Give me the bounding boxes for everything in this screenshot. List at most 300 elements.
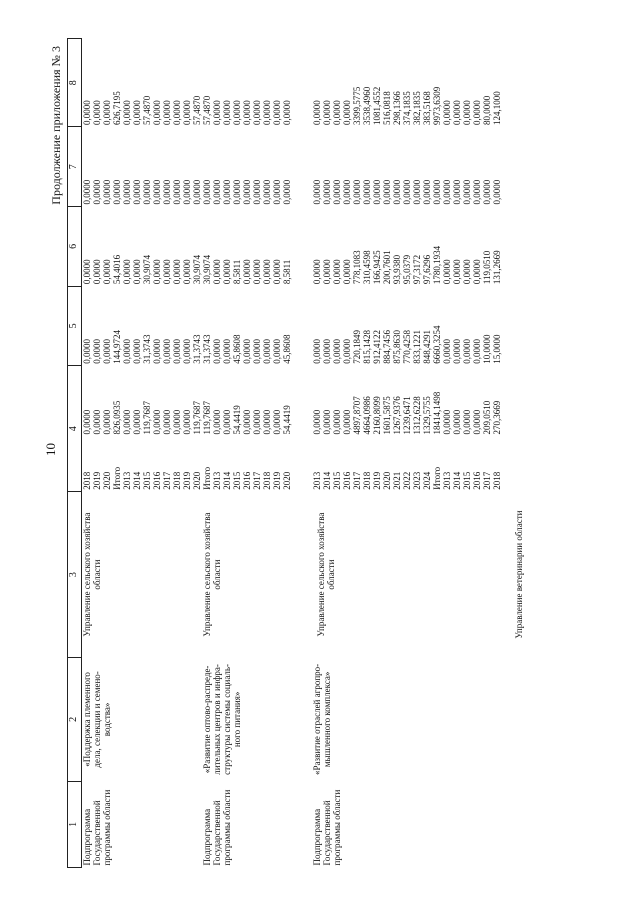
col4-values-line: 270,3669 [492,400,502,435]
col5-values [82,286,203,366]
col8-values-line: 0,0000 [262,100,272,125]
col5-values-line: 0,0000 [252,338,262,364]
col5-values-line: 45,8608 [282,334,292,364]
col6-values-line: 200,7601 [382,250,392,285]
col7-values-line: 0,0000 [422,179,432,205]
col4-values-line: 0,0000 [452,409,462,435]
col7-values-line: 0,0000 [492,179,502,205]
col7-values-line: 0,0000 [442,179,452,205]
executor-cell [82,492,203,658]
col4-values-line: 0,0000 [332,409,342,435]
col4-values-line: 0,0000 [252,409,262,435]
col7-values-line: 0,0000 [462,179,472,205]
program-label-line: Государственной [322,800,332,866]
col4-values-line: 0,0000 [342,409,352,435]
col8-values-line: 374,1835 [402,91,412,125]
col5-values-line: 31,3743 [202,334,212,364]
col7-values [202,127,312,207]
col5-values-line: 884,7456 [382,329,392,364]
year-cell-line: 2015 [232,471,242,490]
col7-values-line: 0,0000 [382,179,392,205]
subprogram-name-line: «Поддержка племенного [82,672,92,767]
col7-values-line: 0,0000 [202,179,212,205]
year-cell-line: 2015 [462,471,472,490]
col5-values-line: 0,0000 [442,338,452,364]
col6-values-line: 0,0000 [242,259,252,285]
year-cell-line: 2018 [82,471,92,490]
col5-values-line: 15,0000 [492,334,502,364]
col7-values-line: 0,0000 [112,179,122,205]
col4-values-line: 119,7687 [202,401,212,435]
col5-values-line: 10,0000 [482,334,492,364]
col5-values-line: 720,1849 [352,329,362,364]
table-row [82,39,203,868]
col7-values-line: 0,0000 [82,179,92,205]
executor-cell [312,492,566,658]
executor-line: Управление ветеринарии области [514,510,524,639]
col6-values-line: 0,0000 [342,259,352,285]
col4-values-line: 0,0000 [162,409,172,435]
executor-name [316,494,336,656]
year-cell-line: 2014 [322,471,332,490]
col6-values-line: 0,0000 [462,259,472,285]
col7-values-line: 0,0000 [92,179,102,205]
col-header-6: 6 [68,207,82,287]
col8-values-line: 0,0000 [232,100,242,125]
col7-values-line: 0,0000 [482,179,492,205]
col4-values [82,366,203,437]
col6-values [82,207,203,287]
col8-values-line: 516,0818 [382,91,392,125]
program-label-line: программы области [332,789,342,866]
col6-values-line: 0,0000 [272,259,282,285]
col4-values-line: 0,0000 [132,409,142,435]
col7-values-line: 0,0000 [372,179,382,205]
col7-values-line: 0,0000 [242,179,252,205]
executor-line: области [212,559,222,590]
col4-values-line: 0,0000 [322,409,332,435]
col5-values-line: 912,4122 [372,329,382,364]
col8-values-line: 3399,5775 [352,86,362,125]
col4-values-line: 2160,8099 [372,396,382,435]
col-header-4: 4 [68,366,82,492]
year-cell-line: 2018 [492,471,502,490]
col8-values-line: 382,1835 [412,91,422,125]
col5-values-line: 6660,3254 [432,325,442,364]
table-row [202,39,312,868]
col4-values-line: 0,0000 [102,409,112,435]
year-cell-line: 2014 [452,471,462,490]
year-cell-line: 2016 [342,471,352,490]
col6-values-line: 30,9074 [192,254,202,285]
col4-values-line: 0,0000 [312,409,322,435]
col6-values-line: 0,0000 [332,259,342,285]
col5-values-line: 0,0000 [242,338,252,364]
col5-values-line: 848,4291 [422,329,432,364]
col4-values-line: 1267,9376 [392,396,402,435]
program-label [202,781,312,867]
col4-values-line: 0,0000 [462,409,472,435]
program-label [82,781,203,867]
col4-values-line: 0,0000 [182,409,192,435]
col8-values-line: 3538,4960 [362,86,372,125]
col8-values-line: 57,4870 [192,95,202,125]
col5-values-line: 815,1428 [362,329,372,364]
col6-values [312,207,566,287]
col4-values-line: 54,4419 [232,405,242,435]
col8-values-line: 0,0000 [272,100,282,125]
col4-values-line: 0,0000 [82,409,92,435]
col5-values-line: 0,0000 [322,338,332,364]
year-cell [312,436,566,491]
col6-values-line: 0,0000 [252,259,262,285]
col4-values [312,366,566,437]
year-cell-line: 2018 [172,471,182,490]
year-cell-line: 2024 [422,471,432,490]
col5-values [202,286,312,366]
col4-values-line: 209,0510 [482,400,492,435]
year-cell-line: 2013 [312,471,322,490]
year-cell-line: 2017 [252,471,262,490]
executor-line: Управление сельского хозяйства [82,512,92,637]
col4-values-line: 54,4419 [282,405,292,435]
col6-values-line: 8,5811 [232,259,242,285]
col5-values-line: 0,0000 [182,338,192,364]
year-cell-line: 2016 [242,471,252,490]
col4-values-line: 826,0935 [112,400,122,435]
col8-values-line: 0,0000 [252,100,262,125]
year-cell-line: 2013 [212,471,222,490]
col5-values-line: 0,0000 [92,338,102,364]
year-cell-line: 2017 [352,471,362,490]
col5-values-line: 0,0000 [82,338,92,364]
year-cell-line: 2020 [102,471,112,490]
year-cell-line: 2020 [282,471,292,490]
col8-values-line: 0,0000 [472,100,482,125]
col5-values-line: 0,0000 [222,338,232,364]
col7-values-line: 0,0000 [272,179,282,205]
col7-values-line: 0,0000 [162,179,172,205]
col8-values-line: 124,1000 [492,91,502,125]
col5-values-line: 875,8630 [392,329,402,364]
col5-values-line: 144,9724 [112,329,122,364]
year-cell-line: 2013 [442,471,452,490]
col-header-3: 3 [68,492,82,658]
col8-values-line: 0,0000 [152,100,162,125]
col7-values [82,127,203,207]
col4-values-line: 0,0000 [242,409,252,435]
subprogram-name-line: водства» [102,702,112,737]
col8-values-line: 0,0000 [92,100,102,125]
table-body [82,39,567,868]
col8-values-line: 9973,6309 [432,86,442,125]
col8-values-line: 0,0000 [172,100,182,125]
col5-values-line: 0,0000 [332,338,342,364]
year-cell-line: 2019 [182,471,192,490]
year-cell-line: 2020 [382,471,392,490]
executor-name [514,494,524,656]
year-cell-line: 2015 [332,471,342,490]
subprogram-name-line: мышленного комплекса» [322,671,332,768]
col7-values-line: 0,0000 [232,179,242,205]
col7-values-line: 0,0000 [472,179,482,205]
col8-values [82,39,203,127]
col5-values-line: 0,0000 [262,338,272,364]
col4-values-line: 119,7687 [142,401,152,435]
col4-values-line: 0,0000 [472,409,482,435]
col8-values-line: 0,0000 [442,100,452,125]
year-cell-line: 2022 [402,471,412,490]
col8-values-line: 1081,4552 [372,86,382,125]
col7-values-line: 0,0000 [152,179,162,205]
year-cell-line: 2014 [222,471,232,490]
col4-values-line: 119,7687 [192,401,202,435]
col7-values-line: 0,0000 [262,179,272,205]
col6-values-line: 97,3172 [412,254,422,285]
col6-values-line: 8,5811 [282,259,292,285]
col4-values-line: 0,0000 [152,409,162,435]
col5-values-line: 0,0000 [452,338,462,364]
col4-values-line: 0,0000 [122,409,132,435]
col6-values-line: 93,9380 [392,254,402,285]
col6-values-line: 310,4598 [362,250,372,285]
col8-values-line: 0,0000 [102,100,112,125]
subprogram-name [202,658,312,782]
col8-values-line: 0,0000 [222,100,232,125]
col7-values-line: 0,0000 [352,179,362,205]
col6-values-line: 0,0000 [152,259,162,285]
col5-values-line: 0,0000 [272,338,282,364]
col8-values-line: 0,0000 [122,100,132,125]
col6-values-line: 0,0000 [172,259,182,285]
col5-values-line: 0,0000 [472,338,482,364]
col8-values-line: 0,0000 [462,100,472,125]
col8-values-line: 0,0000 [452,100,462,125]
col8-values-line: 0,0000 [162,100,172,125]
col5-values-line: 0,0000 [342,338,352,364]
col5-values [312,286,566,366]
col7-values-line: 0,0000 [172,179,182,205]
subprogram-name-line: «Развитие отраслей агропро- [312,663,322,775]
col6-values-line: 0,0000 [442,259,452,285]
col8-values-line: 0,0000 [332,100,342,125]
col4-values-line: 1239,6471 [402,396,412,435]
col6-values-line: 95,0379 [402,254,412,285]
col7-values-line: 0,0000 [402,179,412,205]
subprogram-name-line: «Развитие оптово-распреде- [202,665,212,774]
year-cell-line: Итого [112,466,122,490]
col8-values-line: 0,0000 [312,100,322,125]
col-header-2: 2 [68,658,82,782]
year-cell-line: 2013 [122,471,132,490]
col5-values-line: 31,3743 [142,334,152,364]
col6-values-line: 0,0000 [102,259,112,285]
year-cell-line: 2016 [472,471,482,490]
col8-values-line: 298,1366 [392,91,402,125]
executor-name [202,494,222,656]
col6-values-line: 0,0000 [122,259,132,285]
col5-values-line: 0,0000 [132,338,142,364]
col7-values-line: 0,0000 [392,179,402,205]
col6-values-line: 97,6296 [422,254,432,285]
col4-values-line: 1329,5755 [422,396,432,435]
col4-values-line: 0,0000 [262,409,272,435]
col8-values-line: 57,4870 [202,95,212,125]
col6-values-line: 778,1083 [352,250,362,285]
year-cell-line: 2018 [262,471,272,490]
col6-values-line: 0,0000 [222,259,232,285]
col8-values-line: 0,0000 [242,100,252,125]
col7-values-line: 0,0000 [362,179,372,205]
col7-values-line: 0,0000 [142,179,152,205]
col-header-7: 7 [68,127,82,207]
col4-values-line: 4664,0986 [362,396,372,435]
col-header-1: 1 [68,781,82,867]
year-cell-line: 2015 [142,471,152,490]
col6-values-line: 0,0000 [312,259,322,285]
page-number: 10 [43,443,58,456]
year-cell-line: 2019 [372,471,382,490]
executor-line: Управление сельского хозяйства [316,512,326,637]
col6-values [202,207,312,287]
col4-values-line: 0,0000 [92,409,102,435]
year-cell-line: 2018 [362,471,372,490]
col6-values-line: 54,4016 [112,254,122,285]
table-row [312,39,566,868]
year-cell-line: 2023 [412,471,422,490]
col5-values-line: 31,3743 [192,334,202,364]
program-label-line: Подпрограмма [202,808,212,866]
col8-values-line: 0,0000 [82,100,92,125]
col4-values-line: 1312,6228 [412,396,422,435]
year-cell [82,436,203,491]
subprogram-name-line: дела, селекции и семено- [92,671,102,768]
year-cell-line: 2019 [92,471,102,490]
subprogram-name-line: структуры системы социаль- [222,664,232,775]
col6-values-line: 30,9074 [142,254,152,285]
col8-values-line: 0,0000 [212,100,222,125]
program-label-line: Государственной [212,800,222,866]
col7-values-line: 0,0000 [192,179,202,205]
year-cell-line: 2017 [162,471,172,490]
subprogram-name [312,658,566,782]
col6-values-line: 30,9074 [202,254,212,285]
col6-values-line: 0,0000 [472,259,482,285]
col6-values-line: 0,0000 [132,259,142,285]
program-label-line: Подпрограмма [312,808,322,866]
year-cell-line: Итого [202,466,212,490]
col5-values-line: 833,1221 [412,329,422,364]
col7-values-line: 0,0000 [452,179,462,205]
col6-values-line: 131,2669 [492,250,502,285]
col7-values-line: 0,0000 [122,179,132,205]
col7-values-line: 0,0000 [182,179,192,205]
col-header-5: 5 [68,286,82,366]
year-cell-line: 2017 [482,471,492,490]
year-cell-line: 2020 [192,471,202,490]
col-header-8: 8 [68,39,82,127]
col5-values-line: 0,0000 [152,338,162,364]
col7-values-line: 0,0000 [412,179,422,205]
col8-values [312,39,566,127]
year-cell-line: 2014 [132,471,142,490]
year-cell [202,436,312,491]
col7-values-line: 0,0000 [222,179,232,205]
col4-values-line: 0,0000 [172,409,182,435]
subprogram-name-line: лительных центров и инфра- [212,664,222,775]
col4-values-line: 4897,8707 [352,396,362,435]
col7-values-line: 0,0000 [322,179,332,205]
col5-values-line: 0,0000 [122,338,132,364]
col5-values-line: 0,0000 [312,338,322,364]
col4-values-line: 18414,1498 [432,391,442,435]
col6-values-line: 166,9425 [372,250,382,285]
col7-values-line: 0,0000 [132,179,142,205]
col5-values-line: 770,4258 [402,329,412,364]
col8-values-line: 0,0000 [182,100,192,125]
col8-values-line: 80,0000 [482,95,492,125]
col7-values-line: 0,0000 [282,179,292,205]
col7-values-line: 0,0000 [312,179,322,205]
executor-line: области [92,559,102,590]
col6-values-line: 0,0000 [452,259,462,285]
col7-values-line: 0,0000 [332,179,342,205]
col4-values-line: 0,0000 [222,409,232,435]
col6-values-line: 0,0000 [82,259,92,285]
col7-values-line: 0,0000 [212,179,222,205]
col6-values-line: 0,0000 [92,259,102,285]
col5-values-line: 0,0000 [102,338,112,364]
program-label-line: Государственной [92,800,102,866]
col6-values-line: 0,0000 [212,259,222,285]
executor-line: области [326,559,336,590]
col7-values-line: 0,0000 [252,179,262,205]
col4-values-line: 1601,5875 [382,396,392,435]
program-label-line: программы области [222,789,232,866]
col6-values-line: 0,0000 [182,259,192,285]
col5-values-line: 45,8608 [232,334,242,364]
year-cell-line: 2021 [392,471,402,490]
col4-values-line: 0,0000 [272,409,282,435]
subprogram-name-line: ного питания» [232,691,242,748]
col8-values [202,39,312,127]
program-label [312,781,566,867]
col8-values-line: 383,5168 [422,91,432,125]
program-label-line: Подпрограмма [82,808,92,866]
col6-values-line: 0,0000 [162,259,172,285]
rotated-page [37,38,617,868]
col5-values-line: 0,0000 [162,338,172,364]
executor-line: Управление сельского хозяйства [202,512,212,637]
year-cell-line: 2016 [152,471,162,490]
header-row [68,39,82,868]
col5-values-line: 0,0000 [462,338,472,364]
col5-values-line: 0,0000 [172,338,182,364]
col8-values-line: 57,4870 [142,95,152,125]
executor-cell [202,492,312,658]
col4-values [202,366,312,437]
col6-values-line: 0,0000 [262,259,272,285]
continuation-note: Продолжение приложения № 3 [49,46,63,205]
col8-values-line: 626,7195 [112,91,122,125]
subprogram-name [82,658,203,782]
col4-values-line: 0,0000 [442,409,452,435]
col8-values-line: 0,0000 [132,100,142,125]
year-cell-line: 2019 [272,471,282,490]
col7-values-line: 0,0000 [102,179,112,205]
col5-values-line: 0,0000 [212,338,222,364]
col7-values-line: 0,0000 [342,179,352,205]
